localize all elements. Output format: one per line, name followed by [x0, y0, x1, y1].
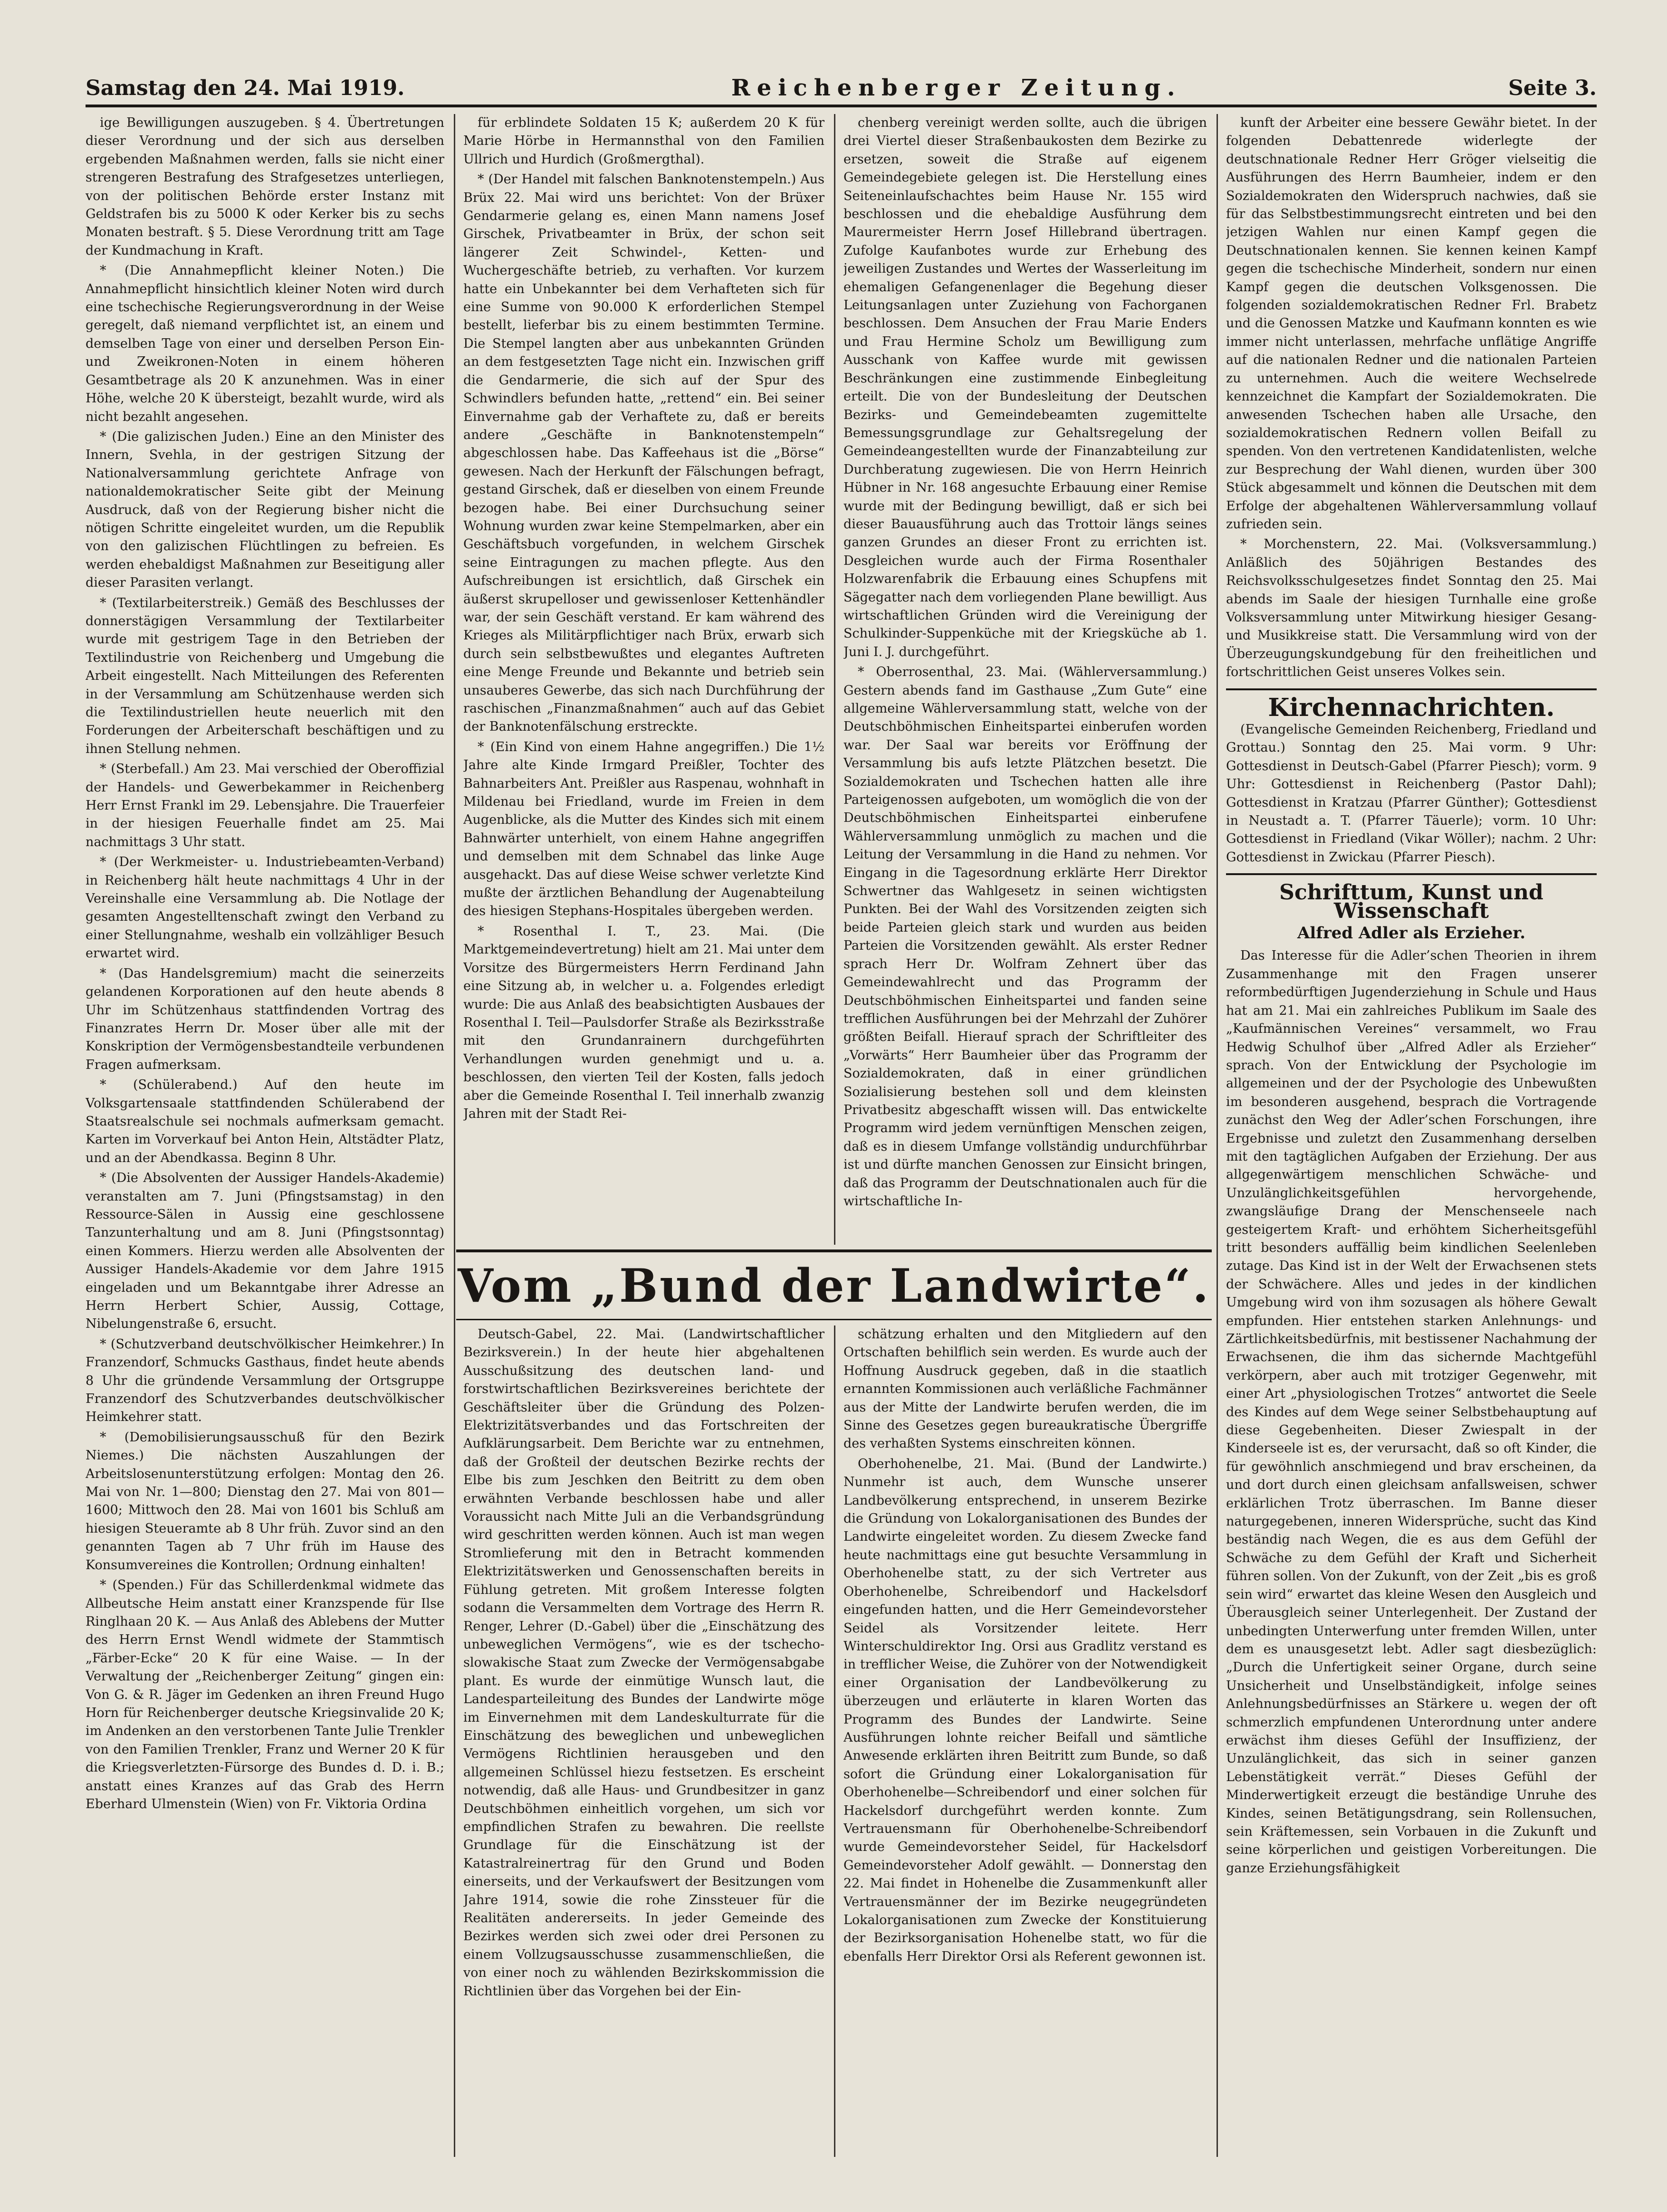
issue-date: Samstag den 24. Mai 1919.: [86, 76, 405, 100]
article-paragraph: * (Schutzverband deutschvölkischer Heimkehrer.) In Franzendorf, Schmucks Gasthaus, findet heute abends 8 Uhr die gründende Versammlung der Ortsgruppe Franzendorf des Schutzverbandes deutschvölkischer Heimkehrer statt.: [86, 1336, 444, 1425]
article-paragraph: * (Schülerabend.) Auf den heute im Volksgartensaale stattfindenden Schülerabend der Staatsrealschule sei nochmals aufmerksam gemacht. Karten im Vorverkauf bei Anton Hein, Altstädter Platz, und an der Abendkassa. Beginn 8 Uhr.: [86, 1077, 444, 1165]
article-paragraph: * (Ein Kind von einem Hahne angegriffen.) Die 1½ Jahre alte Kinde Irmgard Preißler, Tochter des Bahnarbeiters Ant. Preißler aus Raspenau, wohnhaft in Mildenau bei Friedland, wurde im Freien in dem Augenblicke, als die Mutter des Kindes sich mit einem Bahnwärter unterhielt, von einem Hahne angegriffen und demselben mit dem Schnabel das linke Auge ausgehackt. Das auf diese Weise schwer verletzte Kind mußte der ärztlichen Behandlung der Augenabteilung des hiesigen Stephans-Hospitales übergeben werden.: [463, 739, 824, 919]
column-rule: [454, 114, 455, 2157]
column-3: [843, 114, 1207, 1245]
culture-heading: Schrifttum, Kunst und Wissenschaft: [1226, 873, 1597, 920]
column-rule: [834, 1325, 835, 2157]
article-paragraph: * (Der Handel mit falschen Banknotenstempeln.) Aus Brüx 22. Mai wird uns berichtet: Von der Brüxer Gendarmerie gelang es, einen Mann namens Josef Girschek, Privatbeamter in Brüx, der schon seit längerer Zeit Schwindel-, Ketten- und Wuchergeschäfte betrieb, zu verhaften. Vor kurzem hatte ein Unbekannter bei dem Verhafteten sich für eine Summe von 90.000 K erforderlichen Stempel bestellt, lieferbar bis zu einem bestimmten Termine. Die Stempel langten aber aus unbekannten Gründen an dem festgesetzten Tage nicht ein. Inzwischen griff die Gendarmerie, die sich auf der Spur des Schwindlers befunden hatte, „rettend“ ein. Bei seiner Einvernahme gab der Verhaftete zu, daß er bereits andere „Geschäfte in Banknotenstempeln“ abgeschlossen habe. Das Kaffeehaus ist die „Börse“ gewesen. Nach der Herkunft der Fälschungen befragt, gestand Girschek, daß er dieselben von einem Freunde bezogen habe. Bei einer Durchsuchung seiner Wohnung wurden zwar keine Stempelmarken, aber ein Geschäftsbuch vorgefunden, in welchem Girschek seine Eintragungen zu machen pflegte. Aus den Aufschreibungen ist ersichtlich, daß Girschek ein äußerst skrupelloser und gewissenloser Kettenhändler war, der sein Geschäft verstand. Er kam während des Krieges als Militärpflichtiger nach Brüx, erwarb sich durch sein selbstbewußtes und elegantes Auftreten eine Menge Freunde und Bekannte und betrieb sein unsauberes Gewerbe, das sich nach Durchführung der raschischen „Finanzmaßnahmen“ auch auf das Gebiet der Banknotenfälschung erstreckte.: [463, 172, 824, 734]
column-rule: [1217, 114, 1218, 2157]
article-paragraph: * (Die Absolventen der Aussiger Handels-Akademie) veranstalten am 7. Juni (Pfingstsamstag) in den Ressource-Sälen in Aussig eine geschlossene Tanzunterhaltung und am 8. Juni (Pfingstsonntag) einen Kommers. Hierzu werden alle Absolventen der Aussiger Handels-Akademie vor dem Jahre 1915 eingeladen und um Bekanntgabe ihrer Adresse an Herrn Herbert Schier, Aussig, Cottage, Nibelungenstraße 6, ersucht.: [86, 1171, 444, 1332]
column-4-articles: [1226, 114, 1597, 682]
article-paragraph: * (Textilarbeiterstreik.) Gemäß des Beschlusses der donnerstägigen Versammlung der Textilarbeiter wurde mit gestrigem Tage in den Betrieben der Textilindustrie von Reichenberg und Umgebung die Arbeit eingestellt. Nach Mitteilungen des Referenten in der Versammlung am Schützenhause werden sich die Textilindustriellen heute neuerlich mit den Forderungen der Arbeiterschaft beschäftigen und zu ihnen Stellung nehmen.: [86, 595, 444, 756]
column-4: [1226, 114, 1597, 2157]
page-number: Seite 3.: [1508, 76, 1597, 100]
column-rule: [834, 114, 835, 1245]
article-paragraph: * (Das Handelsgremium) macht die seinerzeits gelandenen Korporationen auf den heute abends 8 Uhr im Schützenhaus stattfindenden Vortrag des Finanzrates Herrn Dr. Moser über alle mit der Konskription der Vermögensbestandteile verbundenen Fragen aufmerksam.: [86, 966, 444, 1072]
article-paragraph: * (Der Werkmeister- u. Industriebeamten-Verband) in Reichenberg hält heute nachmittags 4 Uhr in der Vereinshalle eine Versammlung ab. Die Notlage der gesamten Angestelltenschaft zwingt den Verband zu einer Stellungnahme, weshalb ein vollzähliger Besuch erwartet wird.: [86, 855, 444, 961]
church-news-text: (Evangelische Gemeinden Reichenberg, Friedland und Grottau.) Sonntag den 25. Mai vorm. 9 Uhr: Gottesdienst in Deutsch-Gabel (Pfarrer Piesch); vorm. 9 Uhr: Gottesdienst in Reichenberg (Pastor Dahl); Gottesdienst in Kratzau (Pfarrer Günther); Gottesdienst in Neustadt a. T. (Pfarrer Täuerle); vorm. 10 Uhr: Gottesdienst in Friedland (Vikar Wöller); nachm. 2 Uhr: Gottesdienst in Zwickau (Pfarrer Piesch).: [1226, 722, 1597, 865]
culture-article: [1226, 947, 1597, 1878]
masthead: [86, 71, 1597, 107]
article-paragraph: Deutsch-Gabel, 22. Mai. (Landwirtschaftlicher Bezirksverein.) In der heute hier abgehaltenen Ausschußsitzung des deutschen land- und forstwirtschaftlichen Bezirksvereines berichtete der Geschäftsleiter über die Gründung des Polzen-Elektrizitätsverbandes und das Fortschreiten der Aufklärungsarbeit. Dem Berichte war zu entnehmen, daß der Großteil der deutschen Bezirke rechts der Elbe bis zum Jeschken den Beitritt zu dem oben erwähnten Verbande beschlossen habe und aller Voraussicht nach Mitte Juli an die Verbandsgründung wird geschritten werden können. Auch ist man wegen Stromlieferung mit den in Betracht kommenden Elektrizitätswerken und Genossenschaften bereits in Fühlung getreten. Mit großem Interesse folgten sodann die Versammelten dem Vortrage des Herrn R. Renger, Lehrer (D.-Gabel) über die „Einschätzung des unbeweglichen Vermögens“, wie es der tschecho-slowakische Staat zum Zwecke der Vermögensabgabe plant. Es wurde der einmütige Wunsch laut, die Landesparteileitung des Bundes der Landwirte möge im Einvernehmen mit dem Landeskulturrate für die Einschätzung des beweglichen und unbeweglichen Vermögens Richtlinien herausgeben und den allgemeinen Schlüssel hiezu festsetzen. Es erscheint notwendig, daß alle Haus- und Grundbesitzer in ganz Deutschböhmen einheitlich vorgehen, um sich vor empfindlichen Strafen zu bewahren. Die reellste Grundlage für die Einschätzung ist der Katastralreinertrag für den Grund und Boden einerseits, und der Verkaufswert der Besitzungen vom Jahre 1914, sowie die rohe Zinssteuer für die Realitäten andererseits. In jeder Gemeinde des Bezirkes werden sich zwei oder drei Personen zu einem Vollzugsausschusse zusammenschließen, die von einer noch zu wählenden Bezirkskommission die Richtlinien über das Vorgehen bei der Ein-: [463, 1327, 824, 1999]
column-2-lower: [463, 1325, 824, 2157]
column-2: [463, 114, 824, 1245]
article-paragraph: * (Sterbefall.) Am 23. Mai verschied der Oberoffizial der Handels- und Gewerbekammer in Reichenberg Herr Ernst Frankl im 29. Lebensjahre. Die Trauerfeier in der hiesigen Feuerhalle findet am 25. Mai nachmittags 3 Uhr statt.: [86, 762, 444, 849]
column-3-lower: [843, 1325, 1207, 2157]
article-paragraph: Oberhohenelbe, 21. Mai. (Bund der Landwirte.) Nunmehr ist auch, dem Wunsche unserer Landbevölkerung entsprechend, in unserem Bezirke die Gründung von Lokalorganisationen des Bundes der Landwirte eingeleitet worden. Zu diesem Zwecke fand heute nachmittags eine gut besuchte Versammlung in Oberhohenelbe statt, zu der sich Vertreter aus Oberhohenelbe, Schreibendorf und Hackelsdorf eingefunden hatten, und die Herr Gemeindevorsteher Seidel als Vorsitzender leitete. Herr Winterschuldirektor Ing. Orsi aus Gradlitz verstand es in trefflicher Weise, die Zuhörer von der Notwendigkeit einer Organisation der Landbevölkerung zu überzeugen und erläuterte in klaren Worten das Programm des Bundes der Landwirte. Seine Ausführungen lohnte reicher Beifall und sämtliche Anwesende erklärten ihren Beitritt zum Bunde, so daß sofort die Gründung einer Lokalorganisation für Oberhohenelbe—Schreibendorf und einer solchen für Hackelsdorf durchgeführt werden konnte. Zum Vertrauensmann für Oberhohenelbe-Schreibendorf wurde Gemeindevorsteher Seidel, für Hackelsdorf Gemeindevorsteher Adolf gewählt. — Donnerstag den 22. Mai findet in Hohenelbe die Zusammenkunft aller Vertrauensmänner der im Bezirke neugegründeten Lokalorganisationen zum Zwecke der Konstituierung der Bezirksorganisation Hohenelbe statt, wo für die ebenfalls Herr Direktor Orsi als Referent gewonnen ist.: [843, 1456, 1207, 1964]
article-paragraph: * (Die galizischen Juden.) Eine an den Minister des Innern, Svehla, in der gestrigen Sitzung der Nationalversammlung gerichtete Anfrage von nationaldemokratischer Seite gibt der Meinung Ausdruck, daß von der Regierung bisher nicht die nötigen Schritte eingeleitet wurden, um die Republik von den galizischen Flüchtlingen zu befreien. Es werden ehebaldigst Maßnahmen zur Beseitigung aller dieser Parasiten verlangt.: [86, 429, 444, 591]
culture-subheading: Alfred Adler als Erzieher.: [1297, 924, 1526, 943]
article-paragraph: * Oberrosenthal, 23. Mai. (Wählerversammlung.) Gestern abends fand im Gasthause „Zum Gute“ eine allgemeine Wählerversammlung statt, welche von der Deutschböhmischen Einheitspartei einberufen worden war. Der Saal war bereits vor Eröffnung der Versammlung bis aufs letzte Plätzchen besetzt. Die Sozialdemokraten und Tschechen hatten alle ihre Parteigenossen aufgeboten, um womöglich die von der Deutschböhmischen Einheitspartei einberufene Wählerversammlung unmöglich zu machen und die Leitung der Versammlung in die Hand zu nehmen. Vor Eingang in die Tagesordnung erklärte Herr Direktor Schwertner das Wahlgesetz in seinen wichtigsten Punkten. Bei der Wahl des Vorsitzenden zeigten sich beide Parteien gleich stark und wurden aus beiden Parteien die Vorsitzenden gewählt. Als erster Redner sprach Herr Dr. Wolfram Zehnert über das Gemeindewahlrecht und das Programm der Deutschböhmischen Einheitspartei und fanden seine trefflichen Ausführungen bei der Mehrzahl der Zuhörer größten Beifall. Hierauf sprach der Schriftleiter des „Vorwärts“ Herr Baumheier über das Programm der Sozialdemokraten, daß in einer gründlichen Sozialisierung bestehen soll und dem kleinsten Privatbesitz abgeschafft wissen will. Das entwickelte Programm wird jedem vernünftigen Menschen zeigen, daß es in diesem Umfange vollständig undurchführbar ist und dürfte manchen Genossen zur Einsicht bringen, daß das Programm der Deutschnationalen auch für die wirtschaftliche In-: [843, 665, 1207, 1209]
article-paragraph: Das Interesse für die Adler’schen Theorien in ihrem Zusammenhange mit den Fragen unserer reformbedürftigen Jugenderziehung in Schule und Haus hat am 21. Mai ein zahlreiches Publikum im Saale des „Kaufmännischen Vereines“ versammelt, wo Frau Hedwig Schulhof über „Alfred Adler als Erzieher“ sprach. Von der Entwicklung der Psychologie im allgemeinen und der der Psychologie des Unbewußten im besonderen ausgehend, besprach die Vortragende zunächst den Weg der Adler’schen Forschungen, ihre Ergebnisse und zuletzt den Zusammenhang derselben mit den tagtäglichen Aufgaben der Erziehung. Der aus allgegenwärtigem menschlichen Schwäche- und Unzulänglichkeitsgefühlen hervorgehende, zwangsläufige Drang der Menschenseele nach gesteigertem Kraft- und erhöhtem Sicherheitsgefühl tritt besonders auffällig beim kindlichen Seelenleben zutage. Das Kind ist in der Welt der Erwachsenen stets der Schwächere. Alles und jedes in der kindlichen Umgebung wird von ihm sozusagen als höhere Gewalt empfunden. Hier entstehen starken Anlehnungs- und Zärtlichkeitsbedürfnis, mit bestissener Nachahmung der Erwachsenen, die ihm das sichernde Machtgefühl verkörpern, aber auch mit trotziger Gegenwehr, mit einer Art „physiologischen Trotzes“ antwortet die Seele des Kindes auf dem Wege seiner Selbstbehauptung auf diese Gegebenheiten. Dieser Zwiespalt in der Kinderseele ist es, der verursacht, daß so oft Kinder, die für gewöhnlich anschmiegend und brav erscheinen, da und dort durch einen gleichsam anfallsweisen, schwer erklärlichen Trotz überraschen. Im Banne dieser naturgegebenen, inneren Widersprüche, sucht das Kind beständig nach Wegen, die es aus dem Gefühl der Schwäche zu dem Gefühl der Kraft und Sicherheit führen sollen. Von der Zukunft, von der Zeit „bis es groß sein wird“ erwartet das kleine Wesen den Ausgleich und Überausgleich seiner Unterlegenheit. Der Zustand der unbedingten Unterwerfung unter fremden Willen, unter dem es unausgesetzt lebt. Adler sagt diesbezüglich: „Durch die Unfertigkeit seiner Organe, durch seine Unsicherheit und Unselbständigkeit, infolge seines Anlehnungsbedürfnisses an Stärkere u. wegen der oft schmerzlich empfundenen Unterordnung unter andere erwächst ihm dieses Gefühl der Insuffizienz, der Unzulänglichkeit, das sich in seiner ganzen Lebenstätigkeit verrät.“ Dieses Gefühl der Minderwertigkeit erzeugt die beständige Unruhe des Kindes, seinen Betätigungsdrang, sein Rollensuchen, sein Kräftemessen, sein Vorbauen in die Zukunft und seine körperlichen und geistigen Vorbereitungen. Die ganze Erziehungsfähigkeit: [1226, 948, 1597, 1876]
article-paragraph: * Morchenstern, 22. Mai. (Volksversammlung.) Anläßlich des 50jährigen Bestandes des Reichsvolksschulgesetzes findet Sonntag den 25. Mai abends im Saale der hiesigen Turnhalle eine große Volksversammlung unter Mitwirkung hiesiger Gesang- und Musikkreise statt. Die Versammlung wird von der Überzeugungskundgebung für den freiheitlichen und fortschrittlichen Geist unseres Volkes sein.: [1226, 537, 1597, 680]
article-paragraph: ige Bewilligungen auszugeben. § 4. Übertretungen dieser Verordnung und der sich aus derselben ergebenden Maßnahmen werden, falls sie nicht einer strengeren Bestrafung des Strafgesetzes unterliegen, von der politischen Behörde erster Instanz mit Geldstrafen bis zu 5000 K oder Kerker bis zu sechs Monaten bestraft. § 5. Diese Verordnung tritt am Tage der Kundmachung in Kraft.: [86, 115, 444, 258]
column-1: [86, 114, 444, 2157]
article-paragraph: chenberg vereinigt werden sollte, auch die übrigen drei Viertel dieser Straßenbaukosten dem Bezirke zu ersetzen, soweit die Straße auf eigenem Gemeindegebiete gelegen ist. Die Herstellung eines Seiteneinlaufschachtes beim Hause Nr. 155 wird beschlossen und die ehebaldige Ausführung dem Maurermeister Herrn Josef Hillebrand übertragen. Zufolge Kaufanbotes wurde zur Erhebung des jeweiligen Zustandes und Wertes der Wasserleitung im ehemaligen Gefangenenlager die Begehung dieser Leitungsanlagen unter Zuziehung von Fachorganen beschlossen. Dem Ansuchen der Frau Marie Enders und Frau Hermine Scholz um Bewilligung zum Ausschank von Kaffee wurde mit gewissen Beschränkungen eine zustimmende Einbegleitung erteilt. Die von der Bundesleitung der Deutschen Bezirks- und Gemeindebeamten zugemittelte Bemessungsgrundlage zur Gehaltsregelung der Gemeindeangestellten wurde der Finanzabteilung zur Durchberatung zugewiesen. Die von Herrn Heinrich Hübner in Nr. 168 angesuchte Erbauung einer Remise wurde mit der Bedingung bewilligt, daß er sich bei dieser Bauausführung auch das Trottoir längs seines ganzen Grundes an dieser Front zu errichten ist. Desgleichen wurde auch der Firma Rosenthaler Holzwarenfabrik die Erbauung eines Schupfens mit Sägegatter nach dem vorliegenden Plane bewilligt. Aus wirtschaftlichen Gründen wird die Vereinigung der Schulkinder-Suppenküche mit der Kriegsküche ab 1. Juni I. J. durchgeführt.: [843, 115, 1207, 659]
church-news-heading: Kirchennachrichten.: [1226, 688, 1597, 717]
article-paragraph: * (Spenden.) Für das Schillerdenkmal widmete das Allbeutsche Heim anstatt einer Kranzspende für Ilse Ringlhaan 20 K. — Aus Anlaß des Ablebens der Mutter des Herrn Ernst Wendl widmete der Stammtisch „Färber-Ecke“ 20 K für eine Waise. — In der Verwaltung der „Reichenberger Zeitung“ gingen ein: Von G. & R. Jäger im Gedenken an ihren Freund Hugo Horn für Reichenberger deutsche Kriegsinvalide 20 K; im Andenken an den verstorbenen Tante Julie Trenkler von den Familien Trenkler, Franz und Werner 20 K für die Kriegsverletzten-Fürsorge des Bundes d. D. i. B.; anstatt eines Kranzes auf das Grab des Herrn Eberhard Ulmenstein (Wien) von Fr. Viktoria Ordina: [86, 1578, 444, 1812]
article-paragraph: kunft der Arbeiter eine bessere Gewähr bietet. In der folgenden Debattenrede widerlegte der deutschnationale Redner Herr Gröger vielseitig die Ausführungen des Herrn Baumheier, indem er den Sozialdemokraten den Widerspruch nachwies, daß sie für das Selbstbestimmungsrecht eintreten und bei den jetzigen Wahlen nur einen Kampf gegen die Deutschnationalen kennen. Sie kennen keinen Kampf gegen die tschechische Minderheit, sondern nur einen Kampf gegen die deutschen Volksgenossen. Die folgenden sozialdemokratischen Redner Frl. Brabetz und die Genossen Matzke und Kaufmann konnten es wie immer nicht unterlassen, mehrfache unflätige Angriffe auf die nationalen Redner und die nationalen Parteien zu unternehmen. Auch die weitere Wechselrede kennzeichnet die Kampfart der Sozialdemokraten. Die anwesenden Tschechen haben alle Ursache, den sozialdemokratischen Rednern vollen Beifall zu spenden. Von den vertretenen Kandidatenlisten, welche zur Besprechung der Wahl dienen, wurden über 300 Stück abgesammelt und können die Deutschen mit dem Erfolge der abgehaltenen Wählerversammlung vollauf zufrieden sein.: [1226, 115, 1597, 532]
article-paragraph: * (Demobilisierungsausschuß für den Bezirk Niemes.) Die nächsten Auszahlungen der Arbeitslosenunterstützung erfolgen: Montag den 26. Mai von Nr. 1—800; Dienstag den 27. Mai von 801—1600; Mittwoch den 28. Mai von 1601 bis Schluß am hiesigen Steueramte ab 8 Uhr früh. Zuvor sind an den genannten Tagen ab 7 Uhr früh im Hause des Konsumvereines die Kontrollen; Ordnung einhalten!: [86, 1430, 444, 1573]
newspaper-title: Reichenberger Zeitung.: [731, 75, 1182, 101]
section-headline: Vom „Bund der Landwirte“.: [456, 1249, 1212, 1320]
article-paragraph: schätzung erhalten und den Mitgliedern auf den Ortschaften behilflich sein werden. Es wurde auch der Hoffnung Ausdruck gegeben, daß in die staatlich ernannten Kommissionen auch verläßliche Fachmänner aus der Mitte der Landwirte berufen werden, die im Sinne des Gesetzes gegen bureaukratische Übergriffe des verhaßten Systems einschreiten können.: [843, 1327, 1207, 1451]
article-paragraph: * (Die Annahmepflicht kleiner Noten.) Die Annahmepflicht hinsichtlich kleiner Noten wird durch eine tschechische Regierungsverordnung in der Weise geregelt, daß niemand verpflichtet ist, an einem und demselben Tage von einer und derselben Person Ein- und Zweikronen-Noten in einem höheren Gesamtbetrage als 20 K anzunehmen. Was in einer Höhe, welche 20 K übersteigt, bezahlt wurde, wird als nicht bezahlt angesehen.: [86, 263, 444, 424]
article-paragraph: * Rosenthal I. T., 23. Mai. (Die Marktgemeindevertretung) hielt am 21. Mai unter dem Vorsitze des Bürgermeisters Herrn Ferdinand Jahn eine Sitzung ab, in welcher u. a. Folgendes erledigt wurde: Die aus Anlaß des beabsichtigten Ausbaues der Rosenthal I. Teil—Paulsdorfer Straße als Bezirksstraße mit den Grundanrainern durchgeführten Verhandlungen wurden genehmigt und u. a. beschlossen, den vierten Teil der Kosten, falls jedoch aber die Gemeinde Rosenthal I. Teil innerhalb zwanzig Jahren mit der Stadt Rei-: [463, 924, 824, 1121]
article-paragraph: für erblindete Soldaten 15 K; außerdem 20 K für Marie Hörbe in Hermannsthal von den Familien Ullrich und Hurdich (Großmergthal).: [463, 115, 824, 167]
